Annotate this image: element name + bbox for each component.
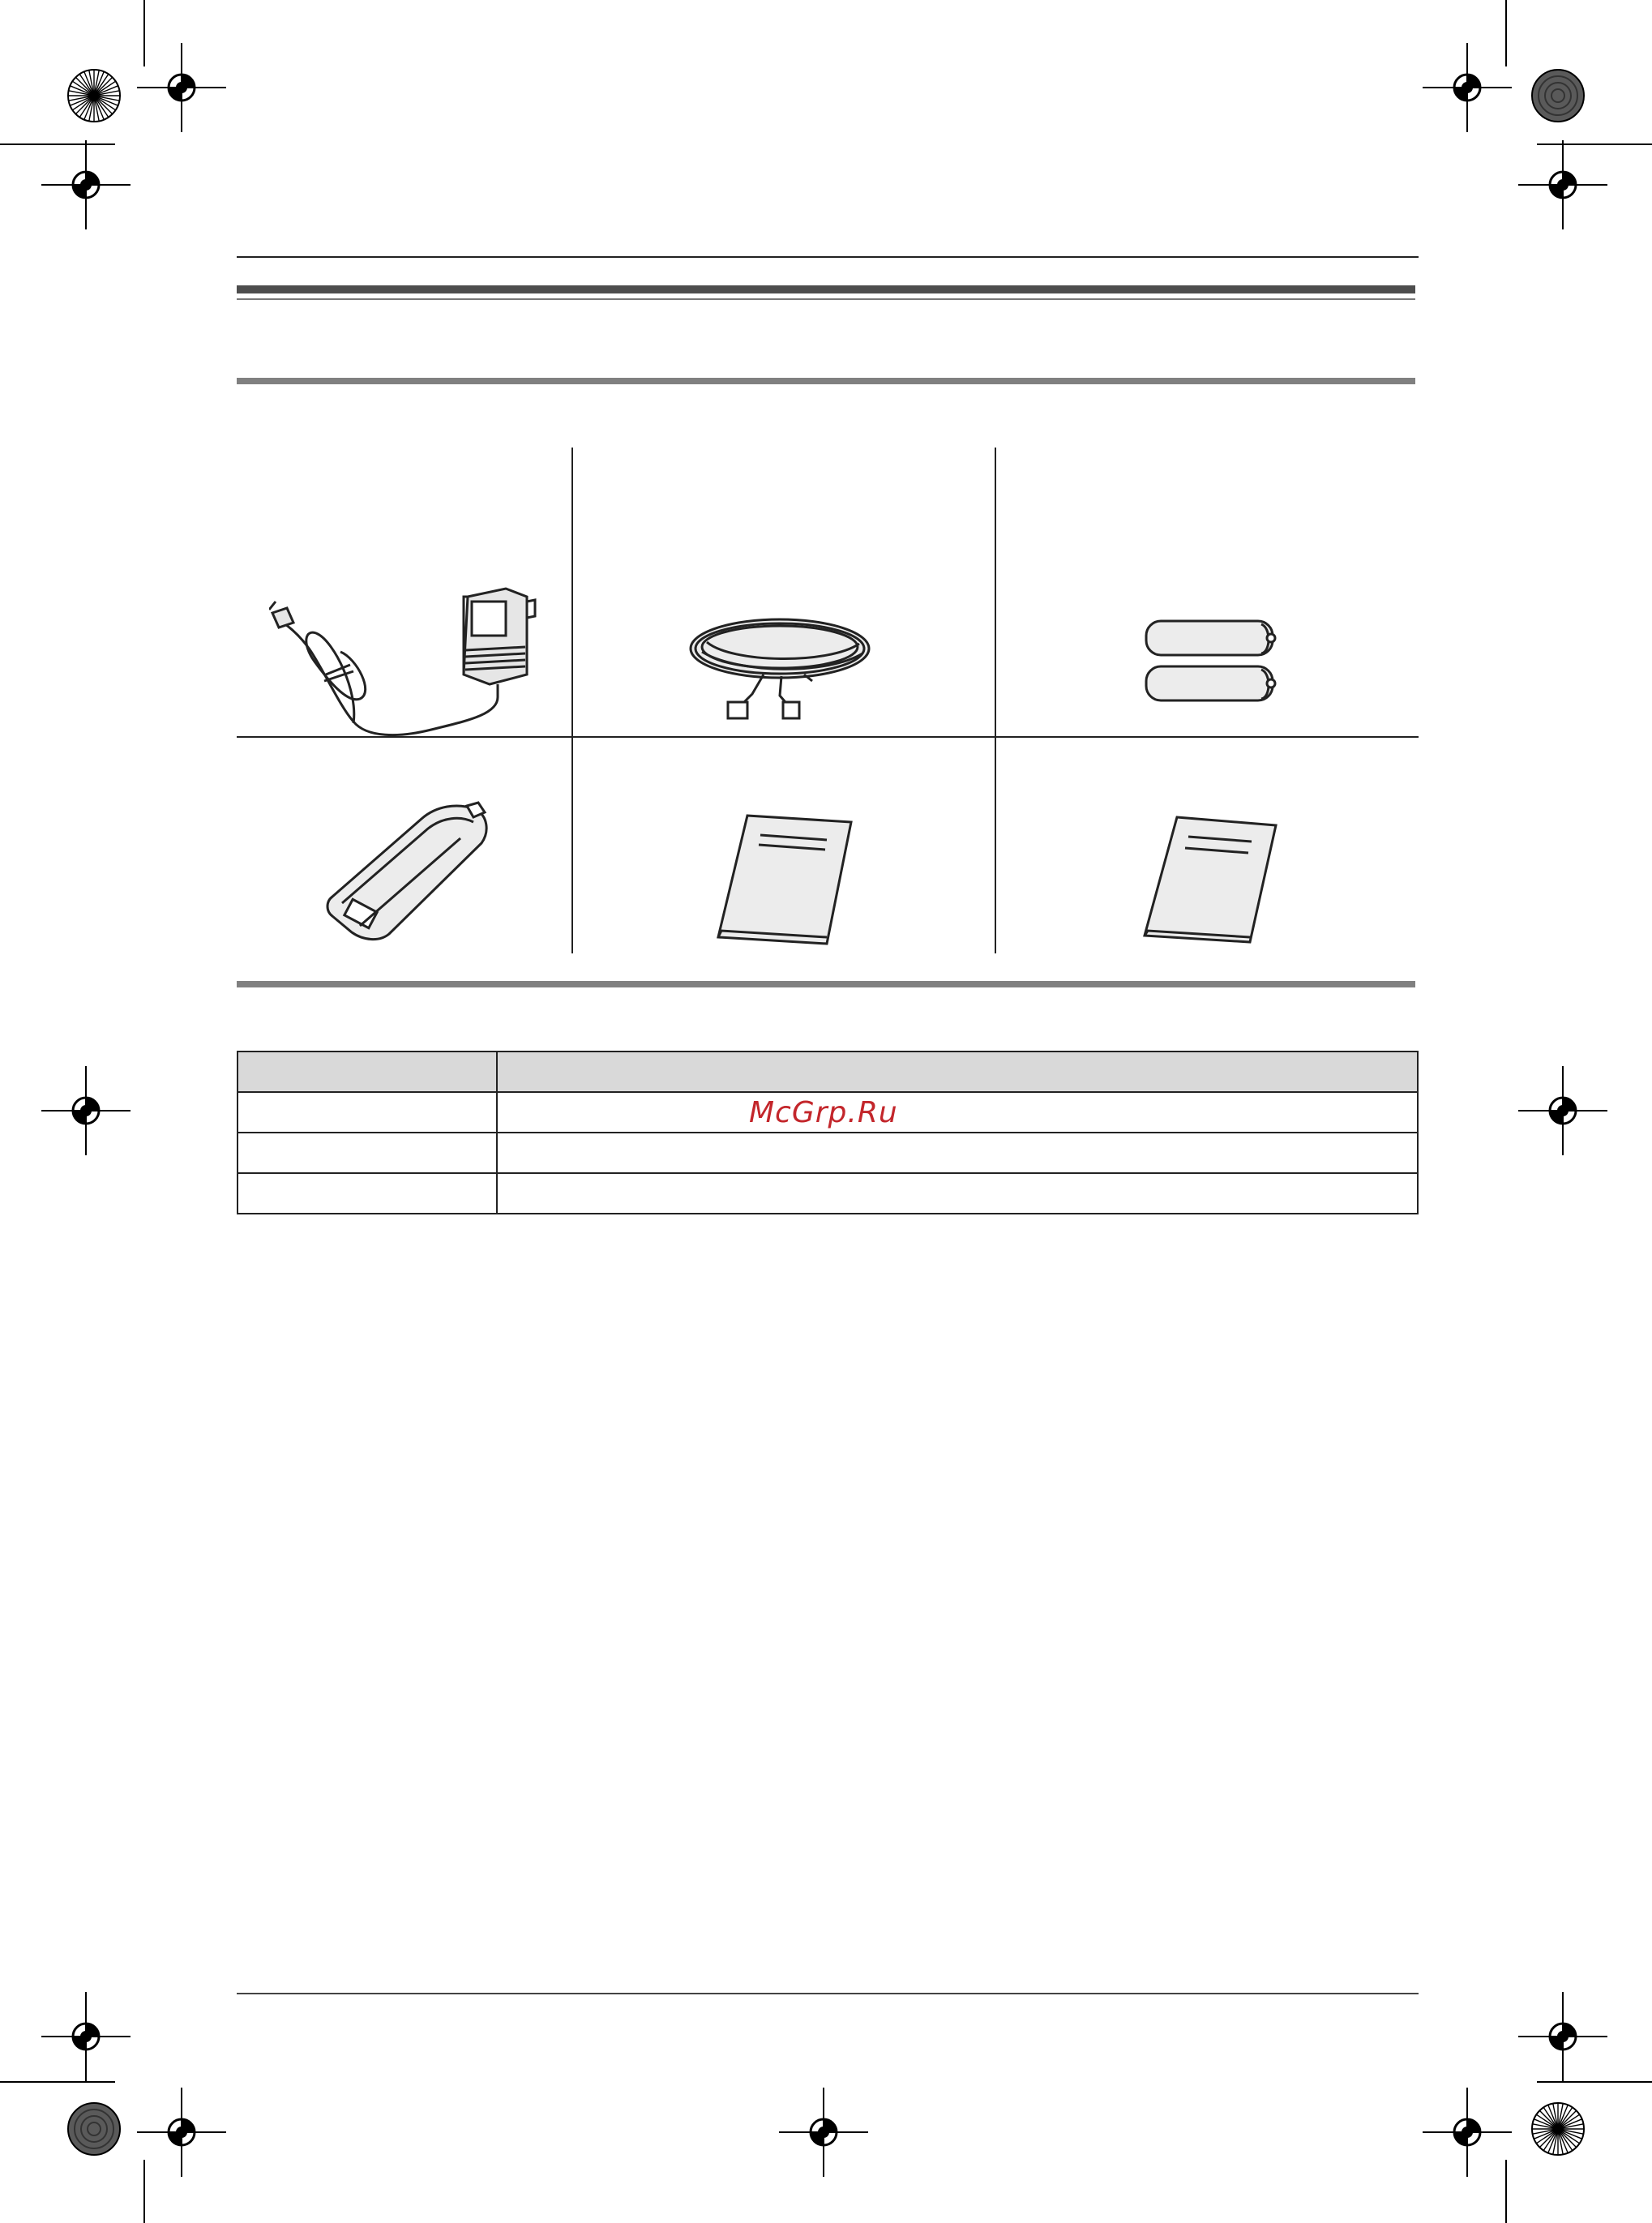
header-rule-thick xyxy=(237,285,1415,293)
section-rule-top xyxy=(237,378,1415,384)
grid-divider-v1 xyxy=(571,448,573,953)
table-cell xyxy=(238,1173,497,1214)
accessory-grid xyxy=(237,448,1419,953)
table-header-row xyxy=(238,1052,1418,1092)
quick-guide-booklet-icon xyxy=(1138,812,1284,950)
table-row xyxy=(238,1133,1418,1173)
footer-rule xyxy=(237,1993,1419,1994)
header-rule-hairline xyxy=(237,298,1415,300)
header-rule-thin xyxy=(237,256,1419,258)
rechargeable-batteries-icon xyxy=(1141,613,1287,710)
section-rule-bottom xyxy=(237,981,1415,987)
table-cell xyxy=(497,1133,1418,1173)
grid-divider-v2 xyxy=(995,448,996,953)
operating-instructions-booklet-icon xyxy=(712,811,858,949)
table-row xyxy=(238,1092,1418,1133)
table-cell xyxy=(497,1052,1418,1092)
table-cell xyxy=(238,1092,497,1133)
info-table xyxy=(237,1051,1419,1214)
watermark-cell xyxy=(497,1092,1418,1133)
telephone-line-cord-icon xyxy=(683,606,893,736)
ac-adaptor-icon xyxy=(269,577,545,739)
table-row xyxy=(238,1173,1418,1214)
table-cell xyxy=(497,1173,1418,1214)
table-cell xyxy=(238,1133,497,1173)
table-cell xyxy=(238,1052,497,1092)
watermark-text: McGrp.Ru xyxy=(749,1095,898,1129)
handset-cover-icon xyxy=(315,798,509,944)
